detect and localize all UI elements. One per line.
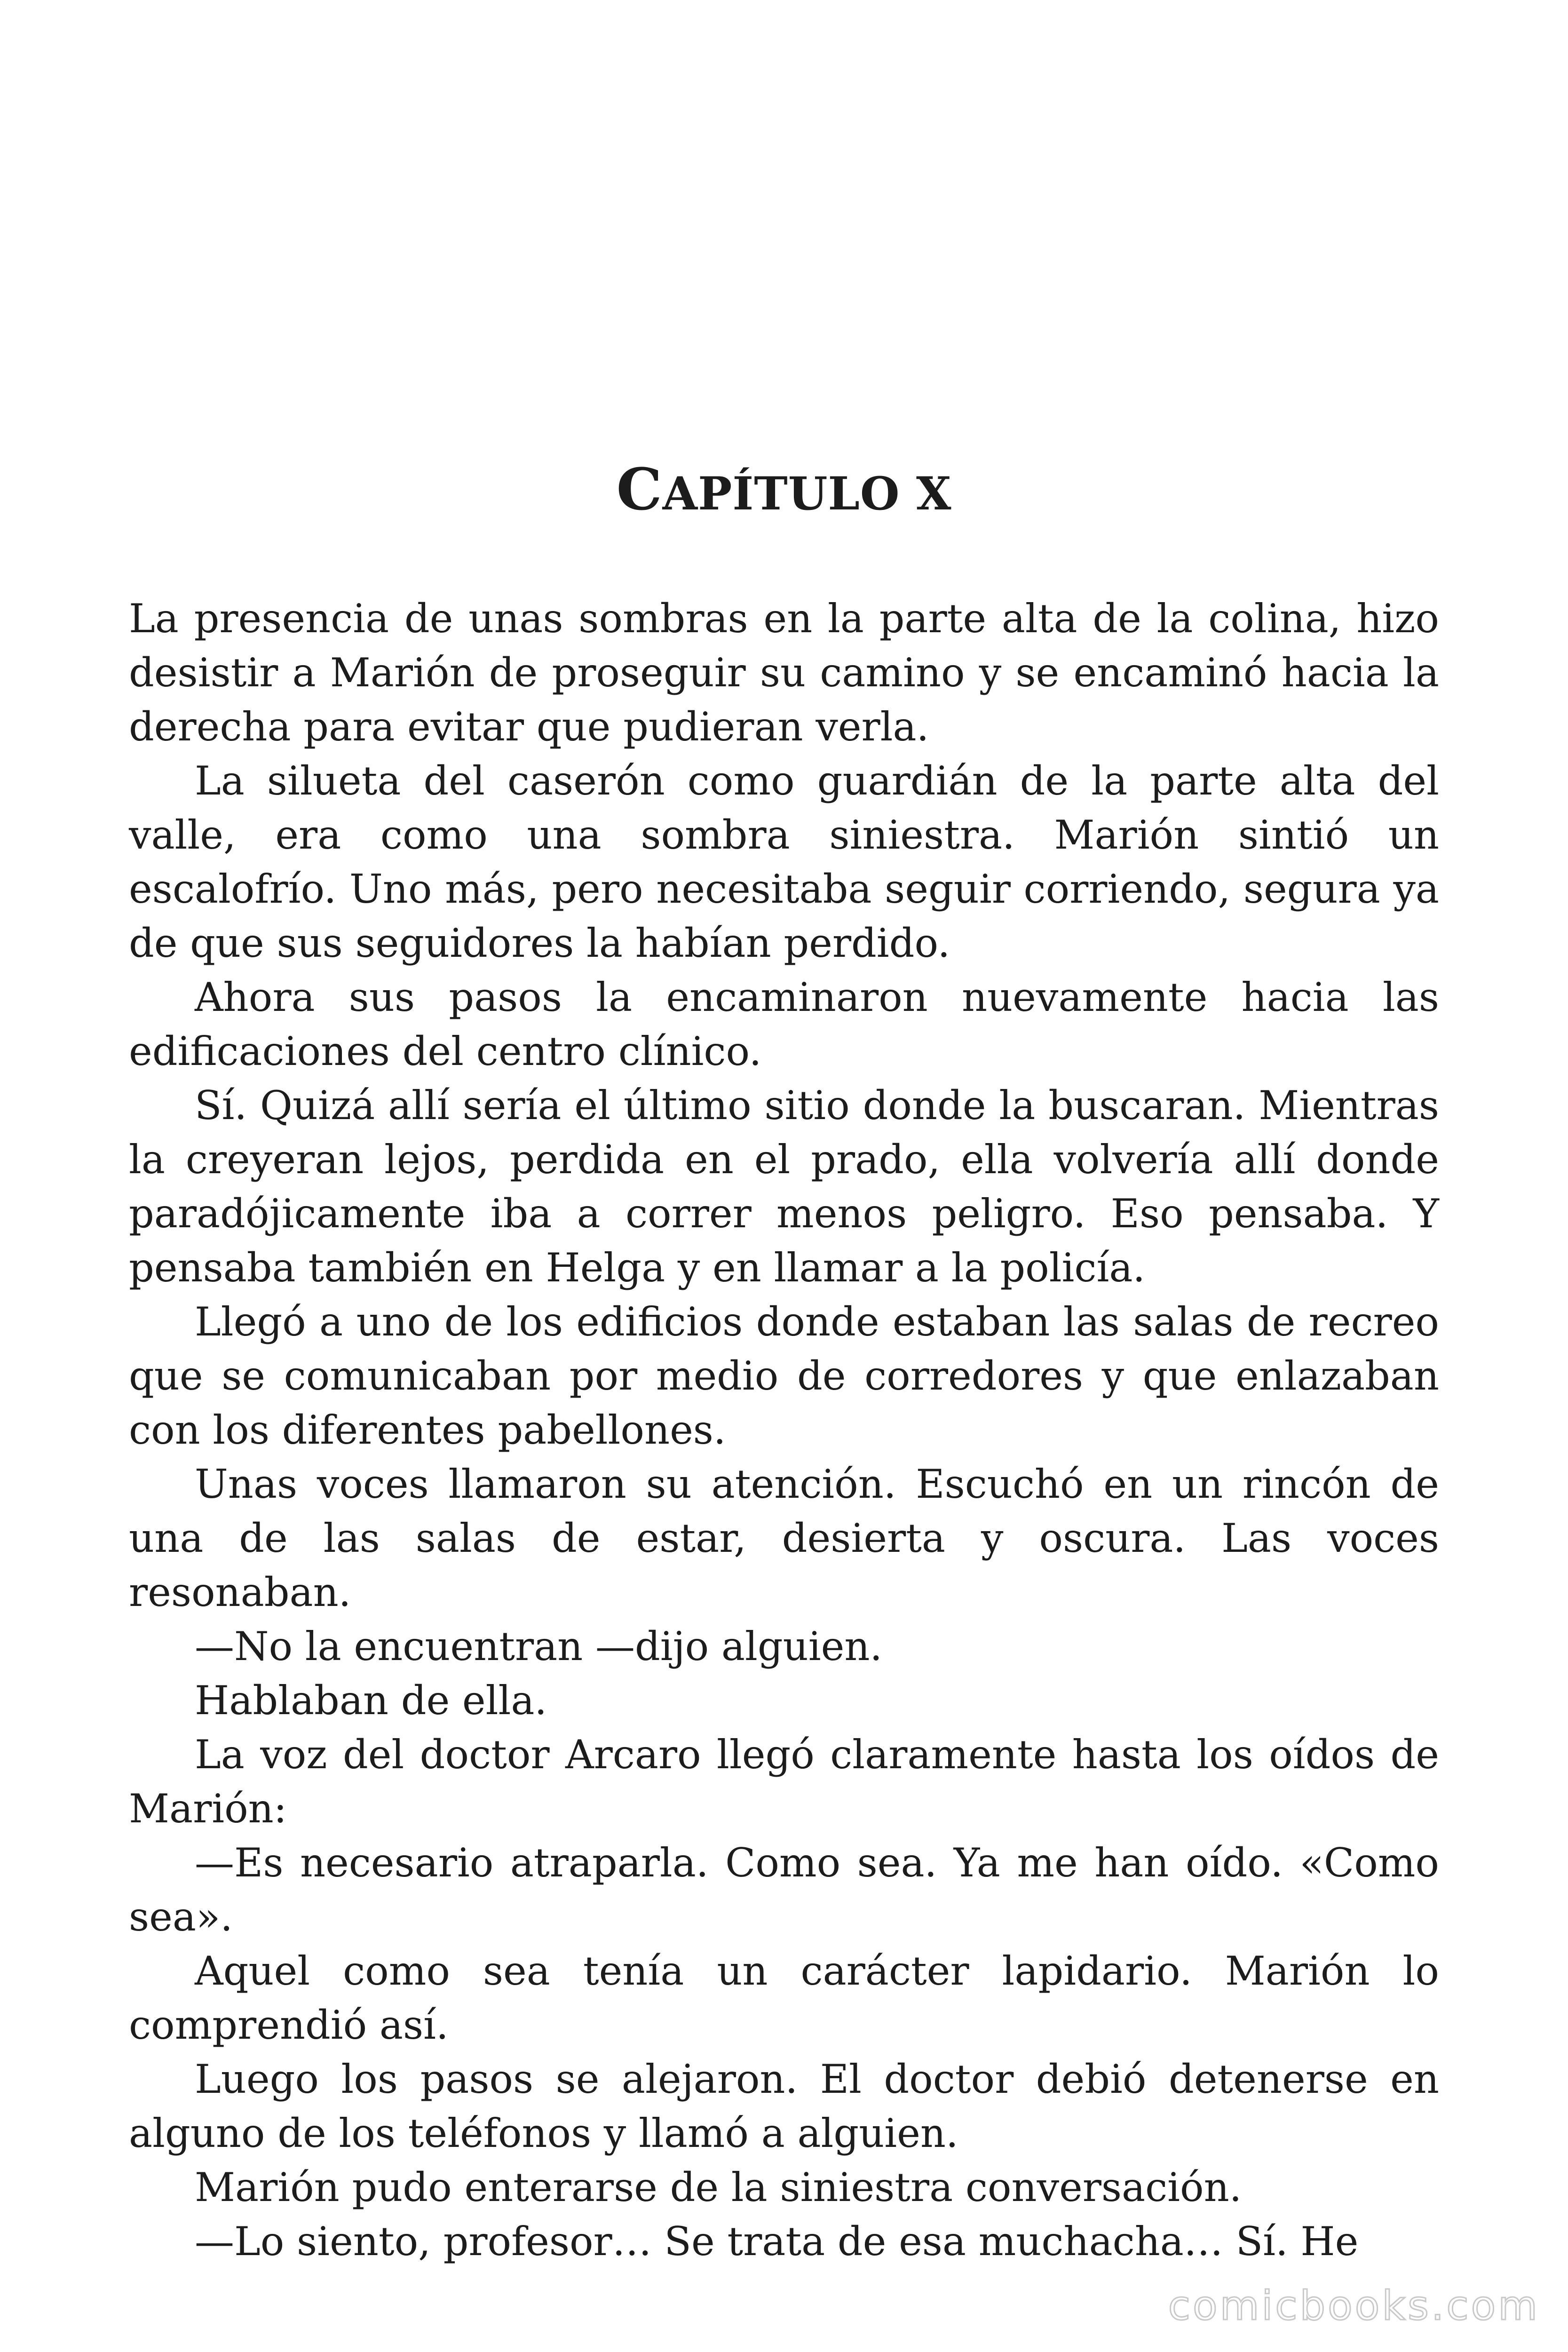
dialogue-line: —Es necesario atraparla. Como sea. Ya me han oído. «Como sea». [129, 1840, 1439, 1940]
chapter-title-rest: APÍTULO X [662, 467, 952, 520]
paragraph: Marión pudo enterarse de la siniestra conversación. [195, 2164, 1242, 2210]
paragraph: Aquel como sea tenía un carácter lapidario. Marión lo comprendió así. [129, 1948, 1439, 2048]
paragraph: Luego los pasos se alejaron. El doctor debió detenerse en alguno de los teléfonos y llamó a alguien. [129, 2056, 1439, 2156]
chapter-title [0, 452, 1568, 532]
paragraph: Unas voces llamaron su atención. Escuchó en un rincón de una de las salas de estar, desierta y oscura. Las voces resonaban. [129, 1461, 1439, 1615]
paragraph: Ahora sus pasos la encaminaron nuevamente hacia las edificaciones del centro clínico. [129, 974, 1439, 1074]
dialogue-line: —Lo siento, profesor… Se trata de esa muchacha… Sí. He [195, 2218, 1359, 2265]
paragraph: Llegó a uno de los edificios donde estaban las salas de recreo que se comunicaban por medio de corredores y que enlazaban con los diferentes pabellones. [129, 1299, 1439, 1453]
chapter-title-initial: C [616, 455, 663, 523]
dialogue-line: —No la encuentran —dijo alguien. [195, 1623, 883, 1669]
paragraph: La voz del doctor Arcaro llegó claramente hasta los oídos de Marión: [129, 1732, 1439, 1832]
paragraph: La silueta del caserón como guardián de la parte alta del valle, era como una sombra siniestra. Marión sintió un escalofrío. Uno más, pero necesitaba seguir corriendo, segura ya de que sus seguidores la habían perdido. [129, 758, 1439, 966]
paragraph: La presencia de unas sombras en la parte alta de la colina, hizo desistir a Marión de proseguir su camino y se encaminó hacia la derecha para evitar que pudieran verla. [129, 596, 1439, 750]
paragraph: Hablaban de ella. [195, 1677, 547, 1724]
site-watermark: comicbooks.com [1168, 2282, 1540, 2329]
chapter-body [129, 592, 1439, 2269]
paragraph: Sí. Quizá allí sería el último sitio donde la buscaran. Mientras la creyeran lejos, perdida en el prado, ella volvería allí donde paradójicamente iba a correr menos peligro. Eso pensaba. Y pensaba también en Helga y en llamar a la policía. [129, 1082, 1439, 1291]
